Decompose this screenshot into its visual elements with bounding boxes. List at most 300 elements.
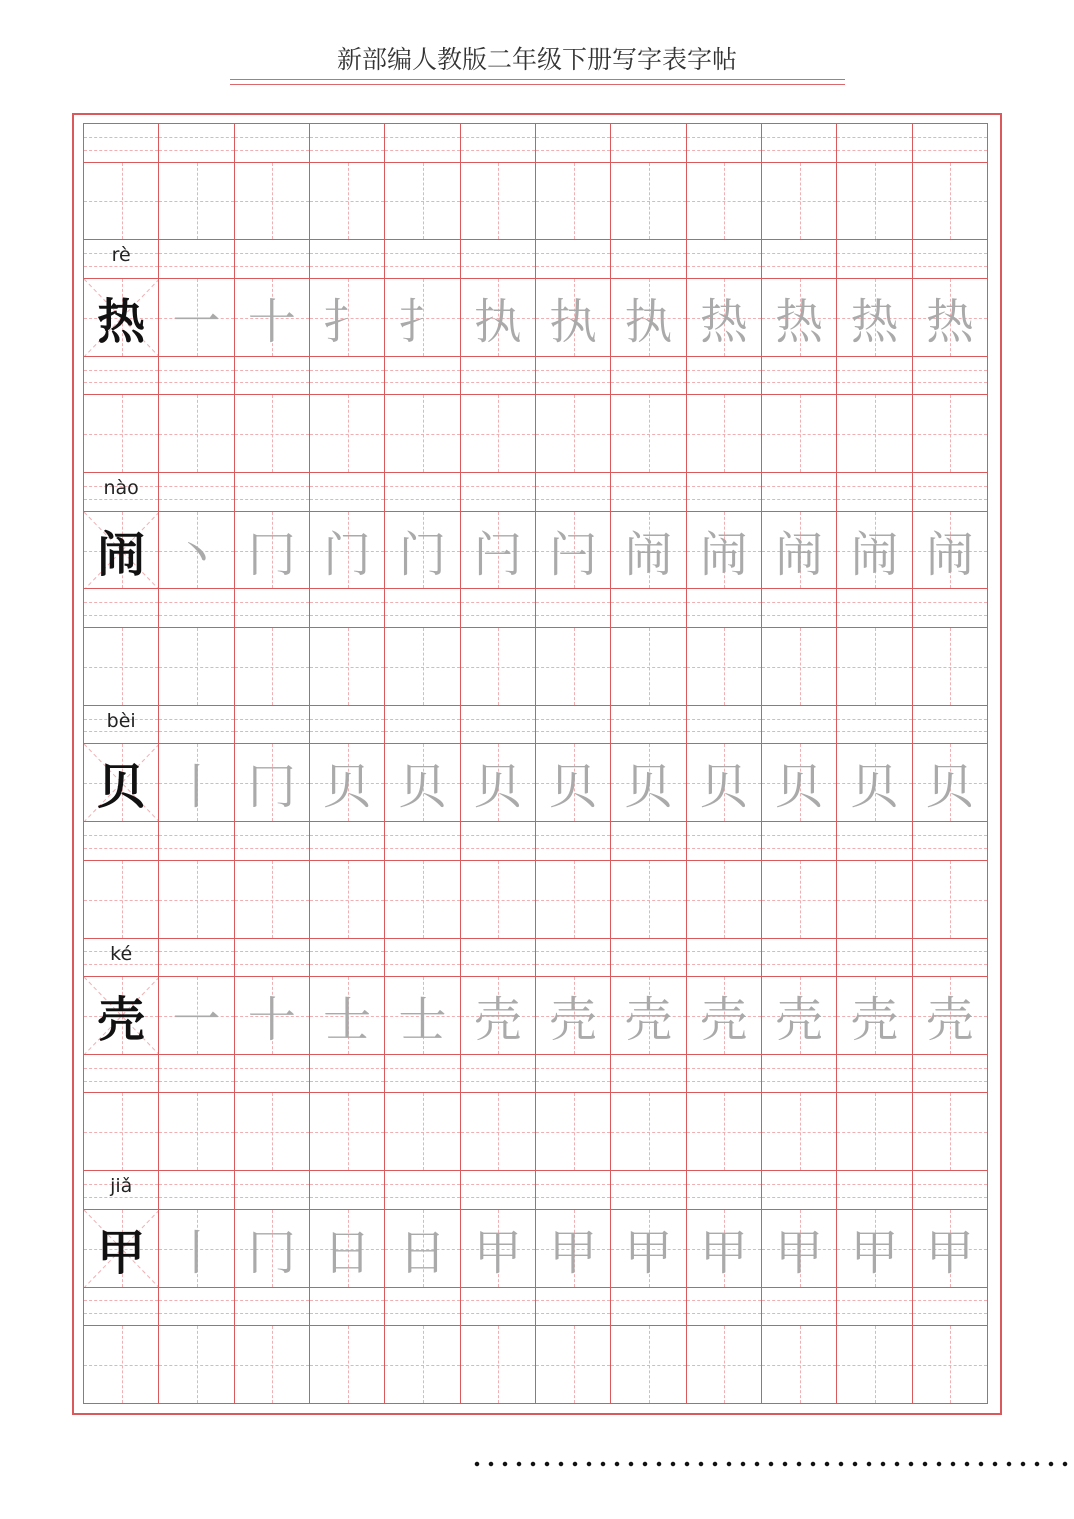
tianzige-cell (234, 1092, 310, 1171)
tianzige-cell (836, 278, 912, 357)
stroke-step: 壳 (850, 991, 899, 1048)
stroke-step: 冂 (247, 759, 296, 816)
stroke-step: 甲 (775, 1224, 824, 1281)
pinyin-cell (309, 1287, 385, 1327)
tianzige-cell (912, 278, 988, 357)
pinyin-cell (761, 123, 837, 163)
pinyin-cell (912, 1054, 988, 1094)
tianzige-cell (686, 860, 762, 939)
tianzige-cell (686, 627, 762, 706)
pinyin-cell (836, 1287, 912, 1327)
pinyin-cell (610, 356, 686, 396)
pinyin-cell (384, 123, 460, 163)
pinyin-cell (836, 1170, 912, 1210)
tianzige-cell (686, 1209, 762, 1288)
pinyin-cell (83, 1287, 159, 1327)
pinyin-cell (309, 1170, 385, 1210)
pinyin-cell (686, 1287, 762, 1327)
tianzige-cell (234, 860, 310, 939)
stroke-step: 执 (624, 293, 673, 350)
tianzige-cell (761, 743, 837, 822)
tianzige-cell (836, 511, 912, 590)
pinyin-cell (309, 938, 385, 978)
pinyin-cell (535, 821, 611, 861)
pinyin-cell (686, 1054, 762, 1094)
tianzige-cell (309, 394, 385, 473)
pinyin-cell (535, 588, 611, 628)
tianzige-cell (158, 1209, 234, 1288)
tianzige-cell (761, 511, 837, 590)
pinyin-cell (309, 123, 385, 163)
pinyin-cell (912, 1287, 988, 1327)
pinyin-cell (836, 123, 912, 163)
tianzige-cell (761, 627, 837, 706)
stroke-step: 冂 (247, 526, 296, 583)
pinyin-cell (912, 123, 988, 163)
tianzige-cell (384, 1209, 460, 1288)
stroke-step: 闹 (925, 526, 974, 583)
pinyin-cell (836, 472, 912, 512)
tianzige-cell (761, 278, 837, 357)
tianzige-cell (460, 278, 536, 357)
tianzige-cell (83, 1209, 159, 1288)
pinyin-cell (384, 938, 460, 978)
tianzige-cell (309, 743, 385, 822)
tianzige-cell (158, 278, 234, 357)
pinyin-cell (761, 1287, 837, 1327)
stroke-step: 日 (323, 1224, 372, 1281)
tianzige-cell (83, 162, 159, 241)
pinyin-cell (535, 1170, 611, 1210)
pinyin-cell (234, 239, 310, 279)
tianzige-cell (309, 1325, 385, 1404)
pinyin-cell (83, 938, 159, 978)
tianzige-cell (535, 1092, 611, 1171)
tianzige-cell (535, 860, 611, 939)
tianzige-cell (384, 162, 460, 241)
tianzige-cell (912, 511, 988, 590)
stroke-step: 闹 (699, 526, 748, 583)
tianzige-cell (686, 511, 762, 590)
stroke-step: 十 (247, 293, 296, 350)
stroke-step: 闹 (624, 526, 673, 583)
stroke-step: 执 (473, 293, 522, 350)
tianzige-cell (460, 627, 536, 706)
pinyin-cell (610, 821, 686, 861)
pinyin-cell (535, 1287, 611, 1327)
stroke-step: 甲 (699, 1224, 748, 1281)
stroke-step: 热 (775, 293, 824, 350)
pinyin-cell (535, 356, 611, 396)
stroke-step: 闩 (549, 526, 598, 583)
title-underline (230, 79, 845, 80)
tianzige-cell (535, 511, 611, 590)
tianzige-cell (535, 394, 611, 473)
tianzige-cell (610, 1209, 686, 1288)
pinyin-cell (234, 123, 310, 163)
pinyin-cell (761, 821, 837, 861)
pinyin-cell (384, 1287, 460, 1327)
tianzige-cell (610, 162, 686, 241)
pinyin-cell (234, 705, 310, 745)
pinyin-cell (686, 588, 762, 628)
tianzige-cell (234, 394, 310, 473)
tianzige-cell (460, 860, 536, 939)
pinyin-cell (912, 1170, 988, 1210)
pinyin-cell (158, 472, 234, 512)
tianzige-cell (761, 1325, 837, 1404)
page-title: 新部编人教版二年级下册写字表字帖 (336, 45, 737, 74)
tianzige-cell (610, 278, 686, 357)
pinyin-cell (610, 705, 686, 745)
tianzige-cell (309, 278, 385, 357)
pinyin-cell (158, 123, 234, 163)
pinyin-cell (912, 705, 988, 745)
pinyin-cell (912, 356, 988, 396)
pinyin-cell (460, 821, 536, 861)
tianzige-cell (836, 860, 912, 939)
pinyin-cell (83, 472, 159, 512)
tianzige-cell (610, 511, 686, 590)
tianzige-cell (912, 627, 988, 706)
tianzige-cell (761, 394, 837, 473)
pinyin-cell (309, 472, 385, 512)
tianzige-cell (686, 976, 762, 1055)
stroke-step: 一 (172, 293, 221, 350)
tianzige-cell (610, 627, 686, 706)
tianzige-cell (460, 743, 536, 822)
tianzige-cell (384, 511, 460, 590)
pinyin-cell (761, 588, 837, 628)
tianzige-cell (234, 627, 310, 706)
tianzige-cell (158, 511, 234, 590)
pinyin-cell (158, 239, 234, 279)
pinyin-cell (912, 821, 988, 861)
tianzige-cell (535, 278, 611, 357)
tianzige-cell (912, 1209, 988, 1288)
pinyin-cell (761, 239, 837, 279)
tianzige-cell (535, 1209, 611, 1288)
tianzige-cell (158, 1325, 234, 1404)
tianzige-cell (535, 976, 611, 1055)
pinyin-label: ké (110, 942, 133, 965)
tianzige-cell (460, 1325, 536, 1404)
stroke-step: 壳 (549, 991, 598, 1048)
tianzige-cell (158, 162, 234, 241)
pinyin-cell (158, 821, 234, 861)
pinyin-cell (309, 239, 385, 279)
tianzige-cell (384, 860, 460, 939)
tianzige-cell (610, 860, 686, 939)
pinyin-cell (535, 123, 611, 163)
tianzige-cell (912, 976, 988, 1055)
pinyin-cell (836, 356, 912, 396)
tianzige-cell (535, 1325, 611, 1404)
tianzige-cell (535, 162, 611, 241)
pinyin-cell (761, 705, 837, 745)
pinyin-cell (234, 1170, 310, 1210)
pinyin-cell (384, 472, 460, 512)
model-character: 壳 (97, 991, 146, 1048)
pinyin-cell (460, 123, 536, 163)
tianzige-cell (912, 162, 988, 241)
pinyin-cell (234, 588, 310, 628)
tianzige-cell (309, 511, 385, 590)
tianzige-cell (158, 976, 234, 1055)
tianzige-cell (761, 1092, 837, 1171)
tianzige-cell (384, 976, 460, 1055)
pinyin-cell (686, 356, 762, 396)
pinyin-cell (83, 821, 159, 861)
tianzige-cell (384, 394, 460, 473)
pinyin-cell (460, 472, 536, 512)
pinyin-cell (234, 1287, 310, 1327)
title-underline (230, 84, 845, 85)
stroke-step: 贝 (323, 759, 372, 816)
stroke-step: 扌 (398, 293, 447, 350)
tianzige-cell (234, 162, 310, 241)
pinyin-cell (83, 123, 159, 163)
tianzige-cell (535, 743, 611, 822)
tianzige-cell (610, 743, 686, 822)
pinyin-cell (384, 1054, 460, 1094)
pinyin-cell (535, 239, 611, 279)
pinyin-cell (83, 705, 159, 745)
pinyin-cell (384, 588, 460, 628)
tianzige-cell (83, 860, 159, 939)
pinyin-cell (83, 1054, 159, 1094)
stroke-step: 十 (247, 991, 296, 1048)
stroke-step: 壳 (775, 991, 824, 1048)
pinyin-cell (460, 239, 536, 279)
pinyin-cell (836, 588, 912, 628)
pinyin-cell (610, 239, 686, 279)
pinyin-cell (158, 938, 234, 978)
tianzige-cell (686, 278, 762, 357)
tianzige-cell (912, 1092, 988, 1171)
tianzige-cell (836, 162, 912, 241)
stroke-step: 热 (925, 293, 974, 350)
model-character: 闹 (97, 526, 146, 583)
pinyin-cell (761, 1054, 837, 1094)
model-character: 热 (97, 293, 146, 350)
pinyin-cell (535, 1054, 611, 1094)
stroke-step: 贝 (775, 759, 824, 816)
pinyin-cell (836, 938, 912, 978)
stroke-step: 冂 (247, 1224, 296, 1281)
tianzige-cell (83, 278, 159, 357)
stroke-step: 甲 (549, 1224, 598, 1281)
tianzige-cell (384, 1325, 460, 1404)
tianzige-cell (610, 1325, 686, 1404)
tianzige-cell (158, 627, 234, 706)
pinyin-cell (83, 1170, 159, 1210)
tianzige-cell (158, 394, 234, 473)
tianzige-cell (158, 1092, 234, 1171)
stroke-step: 贝 (699, 759, 748, 816)
stroke-step: 执 (549, 293, 598, 350)
pinyin-cell (610, 1287, 686, 1327)
pinyin-label: nào (103, 477, 139, 500)
pinyin-cell (686, 705, 762, 745)
tianzige-cell (460, 162, 536, 241)
pinyin-cell (83, 588, 159, 628)
tianzige-cell (384, 278, 460, 357)
stroke-step: 壳 (624, 991, 673, 1048)
tianzige-cell (460, 1092, 536, 1171)
tianzige-cell (912, 1325, 988, 1404)
pinyin-label: jiǎ (110, 1175, 133, 1198)
tianzige-cell (384, 743, 460, 822)
tianzige-cell (309, 1092, 385, 1171)
pinyin-label: bèi (106, 709, 136, 732)
tianzige-cell (610, 394, 686, 473)
pinyin-cell (610, 1054, 686, 1094)
tianzige-cell (836, 743, 912, 822)
pinyin-cell (158, 1287, 234, 1327)
pinyin-cell (384, 821, 460, 861)
pinyin-cell (384, 239, 460, 279)
pinyin-cell (761, 938, 837, 978)
pinyin-cell (309, 1054, 385, 1094)
tianzige-cell (384, 627, 460, 706)
pinyin-cell (384, 1170, 460, 1210)
pinyin-cell (234, 1054, 310, 1094)
tianzige-cell (460, 1209, 536, 1288)
pinyin-cell (686, 123, 762, 163)
stroke-step: 闩 (473, 526, 522, 583)
tianzige-cell (460, 394, 536, 473)
tianzige-cell (83, 1325, 159, 1404)
tianzige-cell (384, 1092, 460, 1171)
stroke-step: 门 (398, 526, 447, 583)
tianzige-cell (610, 1092, 686, 1171)
tianzige-cell (460, 511, 536, 590)
pinyin-cell (535, 938, 611, 978)
pinyin-cell (761, 472, 837, 512)
stroke-step: 闹 (775, 526, 824, 583)
pinyin-cell (234, 472, 310, 512)
tianzige-cell (460, 976, 536, 1055)
pinyin-cell (686, 938, 762, 978)
tianzige-cell (686, 162, 762, 241)
stroke-step: 甲 (624, 1224, 673, 1281)
tianzige-cell (836, 976, 912, 1055)
tianzige-cell (761, 1209, 837, 1288)
tianzige-cell (234, 511, 310, 590)
tianzige-cell (309, 1209, 385, 1288)
stroke-step: 丶 (172, 526, 221, 583)
tianzige-cell (535, 627, 611, 706)
tianzige-cell (761, 976, 837, 1055)
tianzige-cell (761, 860, 837, 939)
tianzige-cell (686, 1325, 762, 1404)
pinyin-cell (761, 1170, 837, 1210)
pinyin-cell (836, 705, 912, 745)
tianzige-cell (83, 627, 159, 706)
tianzige-cell (234, 743, 310, 822)
pinyin-cell (686, 239, 762, 279)
tianzige-cell (912, 743, 988, 822)
tianzige-cell (234, 1209, 310, 1288)
pinyin-cell (158, 1054, 234, 1094)
stroke-step: 日 (398, 1224, 447, 1281)
pinyin-cell (158, 356, 234, 396)
pinyin-cell (610, 472, 686, 512)
pinyin-cell (836, 821, 912, 861)
pinyin-cell (309, 356, 385, 396)
practice-grid (83, 123, 987, 1403)
tianzige-cell (761, 162, 837, 241)
pinyin-cell (234, 356, 310, 396)
pinyin-cell (460, 1054, 536, 1094)
tianzige-cell (309, 627, 385, 706)
stroke-step: 热 (699, 293, 748, 350)
pinyin-cell (460, 356, 536, 396)
tianzige-cell (912, 394, 988, 473)
tianzige-cell (309, 976, 385, 1055)
tianzige-cell (912, 860, 988, 939)
stroke-step: 壳 (699, 991, 748, 1048)
pinyin-cell (686, 821, 762, 861)
tianzige-cell (610, 976, 686, 1055)
pinyin-cell (836, 239, 912, 279)
stroke-step: 门 (323, 526, 372, 583)
pinyin-cell (761, 356, 837, 396)
stroke-step: 丨 (172, 1224, 221, 1281)
pinyin-cell (836, 1054, 912, 1094)
pinyin-cell (309, 705, 385, 745)
pinyin-cell (460, 1287, 536, 1327)
tianzige-cell (83, 743, 159, 822)
pinyin-cell (158, 588, 234, 628)
stroke-step: 士 (323, 991, 372, 1048)
tianzige-cell (836, 1092, 912, 1171)
pinyin-cell (460, 1170, 536, 1210)
pinyin-cell (535, 705, 611, 745)
pinyin-cell (234, 938, 310, 978)
pinyin-cell (234, 821, 310, 861)
pinyin-cell (460, 938, 536, 978)
tianzige-cell (83, 394, 159, 473)
tianzige-cell (158, 860, 234, 939)
stroke-step: 甲 (850, 1224, 899, 1281)
pinyin-cell (912, 472, 988, 512)
tianzige-cell (836, 1209, 912, 1288)
tianzige-cell (83, 511, 159, 590)
stroke-step: 贝 (925, 759, 974, 816)
pinyin-cell (158, 705, 234, 745)
stroke-step: 士 (398, 991, 447, 1048)
tianzige-cell (234, 278, 310, 357)
pinyin-cell (309, 821, 385, 861)
pinyin-cell (610, 588, 686, 628)
pinyin-cell (610, 123, 686, 163)
stroke-step: 甲 (925, 1224, 974, 1281)
model-character: 贝 (97, 759, 146, 816)
tianzige-cell (158, 743, 234, 822)
pinyin-cell (535, 472, 611, 512)
tianzige-cell (309, 162, 385, 241)
pinyin-cell (610, 1170, 686, 1210)
tianzige-cell (836, 394, 912, 473)
pinyin-cell (384, 356, 460, 396)
pinyin-cell (610, 938, 686, 978)
tianzige-cell (83, 1092, 159, 1171)
stroke-step: 扌 (323, 293, 372, 350)
pinyin-cell (686, 1170, 762, 1210)
tianzige-cell (234, 976, 310, 1055)
